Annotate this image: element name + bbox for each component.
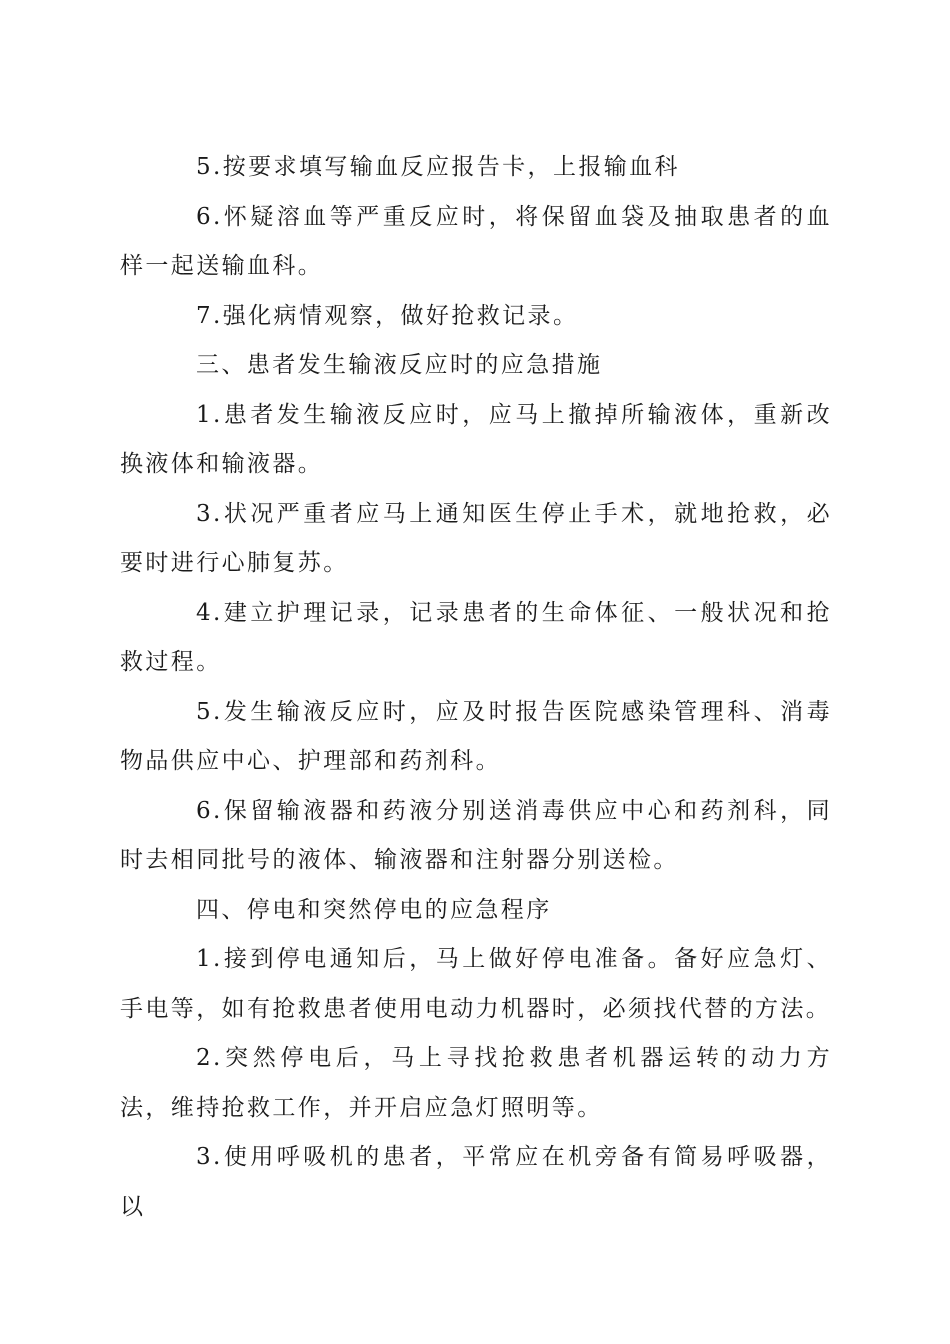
paragraph-step-7-observation: 7.强化病情观察，做好抢救记录。 [196, 302, 579, 329]
section-heading-infusion-reaction: 三、患者发生输液反应时的应急措施 [196, 352, 603, 378]
paragraph-infusion-step-6: 6.保留输液器和药液分别送消毒供应中心和药剂科，同时去相同批号的液体、输液器和注射器分别送检。 [120, 797, 832, 873]
paragraph-infusion-step-3: 3.状况严重者应马上通知医生停止手术，就地抢救，必要时进行心肺复苏。 [120, 500, 832, 576]
paragraph-infusion-step-5: 5.发生输液反应时，应及时报告医院感染管理科、消毒物品供应中心、护理部和药剂科。 [120, 698, 832, 774]
paragraph-outage-step-2: 2.突然停电后，马上寻找抢救患者机器运转的动力方法，维持抢救工作，并开启应急灯照明等。 [120, 1045, 832, 1121]
paragraph-infusion-step-1: 1.患者发生输液反应时，应马上撤掉所输液体，重新改换液体和输液器。 [120, 401, 832, 477]
paragraph-outage-step-3: 3.使用呼吸机的患者，平常应在机旁备有简易呼吸器，以 [120, 1144, 832, 1220]
paragraph-infusion-step-4: 4.建立护理记录，记录患者的生命体征、一般状况和抢救过程。 [120, 599, 832, 675]
paragraph-step-5-transfusion-report: 5.按要求填写输血反应报告卡，上报输血科 [196, 154, 680, 180]
paragraph-outage-step-1: 1.接到停电通知后，马上做好停电准备。备好应急灯、手电等，如有抢救患者使用电动力机器时，必须找代替的方法。 [120, 946, 832, 1022]
document-body [120, 143, 832, 1232]
section-heading-power-outage: 四、停电和突然停电的应急程序 [196, 896, 552, 923]
paragraph-step-6-hemolysis: 6.怀疑溶血等严重反应时，将保留血袋及抽取患者的血样一起送输血科。 [120, 203, 832, 279]
